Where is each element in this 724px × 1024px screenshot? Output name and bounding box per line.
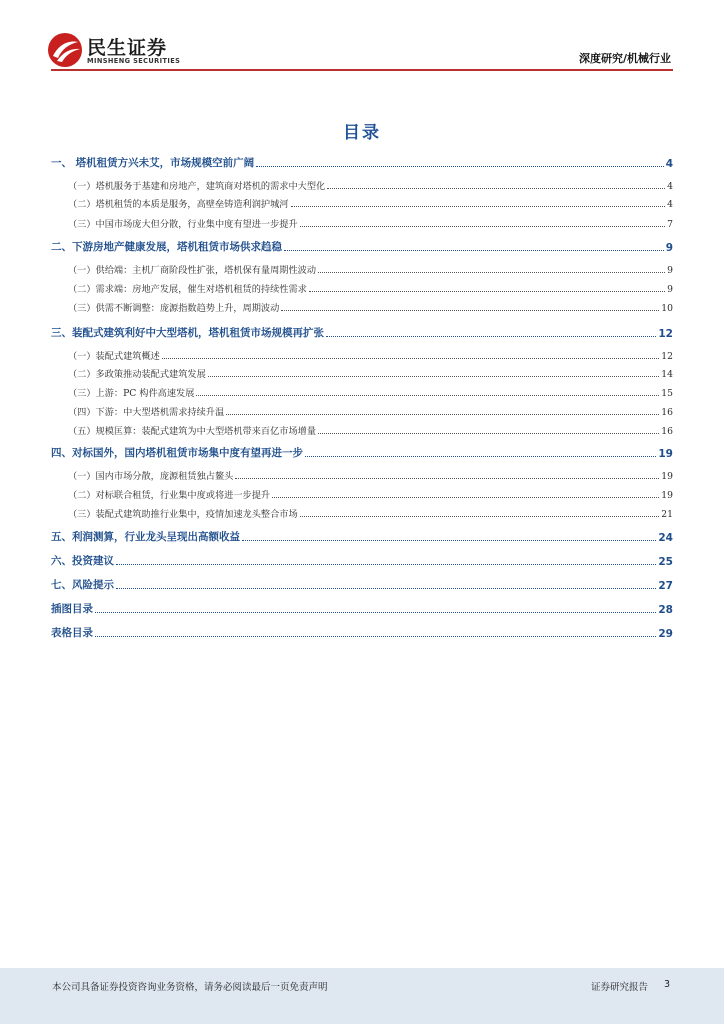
toc-entry-page: 10 xyxy=(661,303,673,314)
toc-dot-leader xyxy=(235,477,659,479)
toc-entry-title: （一）装配式建筑概述 xyxy=(68,351,160,362)
toc-title: 目录 xyxy=(343,123,381,143)
toc-dot-leader xyxy=(291,205,666,207)
toc-entry-title: 七、风险提示 xyxy=(51,579,114,591)
toc-dot-leader xyxy=(242,539,656,541)
footer-report-label: 证券研究报告 xyxy=(590,982,648,993)
minsheng-logo xyxy=(47,32,187,68)
toc-dot-leader xyxy=(327,187,665,189)
toc-subsection-entry[interactable] xyxy=(51,485,673,501)
toc-subsection-entry[interactable] xyxy=(51,176,673,192)
toc-entry-title: （二）对标联合租赁，行业集中度或将进一步提升 xyxy=(68,490,271,501)
toc-subsection-entry[interactable] xyxy=(51,298,673,314)
toc-entry-page: 16 xyxy=(661,407,673,418)
toc-section-entry[interactable] xyxy=(51,238,673,254)
report-type: 深度研究/机械行业 xyxy=(578,52,671,65)
toc-subsection-entry[interactable] xyxy=(51,421,673,437)
toc-entry-page: 27 xyxy=(658,580,673,592)
toc-dot-leader xyxy=(305,455,656,457)
toc-entry-title: （一）国内市场分散，庞源租赁独占鳌头 xyxy=(68,471,234,482)
toc-entry-page: 4 xyxy=(667,199,673,210)
toc-dot-leader xyxy=(95,635,656,637)
toc-entry-page: 9 xyxy=(665,242,673,254)
toc-section-entry[interactable] xyxy=(51,576,673,592)
toc-entry-title: （二）多政策推动装配式建筑发展 xyxy=(68,369,206,380)
toc-dot-leader xyxy=(300,225,665,227)
toc-subsection-entry[interactable] xyxy=(51,279,673,295)
toc-entry-title: 表格目录 xyxy=(51,627,93,639)
toc-dot-leader xyxy=(162,357,659,359)
toc-entry-page: 19 xyxy=(658,448,673,460)
toc-entry-page: 12 xyxy=(658,328,673,340)
toc-entry-page: 14 xyxy=(661,369,673,380)
toc-subsection-entry[interactable] xyxy=(51,194,673,210)
toc-entry-title: （二）塔机租赁的本质是服务，高壁垒铸造利润护城河 xyxy=(68,199,289,210)
toc-section-entry[interactable] xyxy=(51,552,673,568)
toc-entry-page: 4 xyxy=(667,181,673,192)
toc-entry-title: 四、对标国外，国内塔机租赁市场集中度有望再进一步 xyxy=(51,447,303,459)
toc-dot-leader xyxy=(272,496,659,498)
logo-chinese-name: 民生证券 xyxy=(87,37,168,59)
toc-entry-title: （一）供给端：主机厂商阶段性扩张，塔机保有量周期性波动 xyxy=(68,265,317,276)
toc-entry-title: （二）需求端：房地产发展，催生对塔机租赁的持续性需求 xyxy=(68,284,307,295)
toc-section-entry[interactable] xyxy=(51,444,673,460)
toc-subsection-entry[interactable] xyxy=(51,466,673,482)
toc-entry-page: 15 xyxy=(661,388,673,399)
toc-section-entry[interactable] xyxy=(51,154,673,170)
toc-dot-leader xyxy=(208,375,659,377)
toc-subsection-entry[interactable] xyxy=(51,346,673,362)
toc-entry-page: 24 xyxy=(658,532,673,544)
toc-subsection-entry[interactable] xyxy=(51,402,673,418)
toc-entry-page: 19 xyxy=(661,490,673,501)
toc-entry-page: 9 xyxy=(667,284,673,295)
toc-entry-title: （三）中国市场庞大但分散，行业集中度有望进一步提升 xyxy=(68,219,298,230)
logo-english-name: MINSHENG SECURITIES xyxy=(87,57,181,65)
toc-dot-leader xyxy=(326,335,656,337)
toc-entry-page: 28 xyxy=(658,604,673,616)
toc-entry-title: （一）塔机服务于基建和房地产，建筑商对塔机的需求中大型化 xyxy=(68,181,326,192)
toc-dot-leader xyxy=(116,587,656,589)
toc-entry-title: 三、装配式建筑利好中大型塔机，塔机租赁市场规模再扩张 xyxy=(51,327,324,339)
header-divider xyxy=(51,69,673,71)
footer-page-number: 3 xyxy=(663,979,670,990)
toc-section-entry[interactable] xyxy=(51,528,673,544)
toc-section-entry[interactable] xyxy=(51,324,673,340)
toc-entry-page: 19 xyxy=(661,471,673,482)
toc-entry-page: 4 xyxy=(665,158,673,170)
toc-dot-leader xyxy=(256,165,664,167)
toc-entry-page: 16 xyxy=(661,426,673,437)
toc-entry-page: 25 xyxy=(658,556,673,568)
toc-entry-page: 7 xyxy=(667,219,673,230)
toc-subsection-entry[interactable] xyxy=(51,383,673,399)
toc-section-entry[interactable] xyxy=(51,600,673,616)
toc-subsection-entry[interactable] xyxy=(51,504,673,520)
toc-dot-leader xyxy=(226,413,659,415)
toc-entry-page: 21 xyxy=(661,509,673,520)
toc-section-entry[interactable] xyxy=(51,624,673,640)
toc-entry-title: （三）上游：PC 构件高速发展 xyxy=(68,388,195,399)
toc-dot-leader xyxy=(284,249,664,251)
toc-entry-title: （三）供需不断调整：庞源指数趋势上升，周期波动 xyxy=(68,303,280,314)
toc-dot-leader xyxy=(196,394,659,396)
toc-entry-title: （五）规模匡算：装配式建筑为中大型塔机带来百亿市场增量 xyxy=(68,426,317,437)
page-header xyxy=(0,0,724,74)
toc-subsection-entry[interactable] xyxy=(51,260,673,276)
toc-dot-leader xyxy=(95,611,656,613)
toc-dot-leader xyxy=(318,432,659,434)
toc-subsection-entry[interactable] xyxy=(51,364,673,380)
footer-disclaimer: 本公司具备证券投资咨询业务资格，请务必阅读最后一页免责声明 xyxy=(52,982,328,993)
toc-dot-leader xyxy=(318,271,665,273)
toc-dot-leader xyxy=(300,515,660,517)
toc-entry-title: 插图目录 xyxy=(51,603,93,615)
toc-entry-page: 12 xyxy=(661,351,673,362)
toc-entry-title: （四）下游：中大型塔机需求持续升温 xyxy=(68,407,225,418)
toc-entry-page: 29 xyxy=(658,628,673,640)
toc-entry-title: 二、下游房地产健康发展，塔机租赁市场供求趋稳 xyxy=(51,241,282,253)
toc-entry-title: （三）装配式建筑助推行业集中，疫情加速龙头整合市场 xyxy=(68,509,298,520)
page-footer xyxy=(0,968,724,1024)
toc-dot-leader xyxy=(116,563,656,565)
toc-entry-title: 六、投资建议 xyxy=(51,555,114,567)
toc-entry-page: 9 xyxy=(667,265,673,276)
toc-entry-title: 一、 塔机租赁方兴未艾，市场规模空前广阔 xyxy=(51,157,255,169)
toc-entry-title: 五、利润测算，行业龙头呈现出高额收益 xyxy=(51,531,240,543)
toc-dot-leader xyxy=(281,309,659,311)
toc-dot-leader xyxy=(309,290,665,292)
minsheng-logo-icon xyxy=(47,32,83,68)
toc-subsection-entry[interactable] xyxy=(51,214,673,230)
